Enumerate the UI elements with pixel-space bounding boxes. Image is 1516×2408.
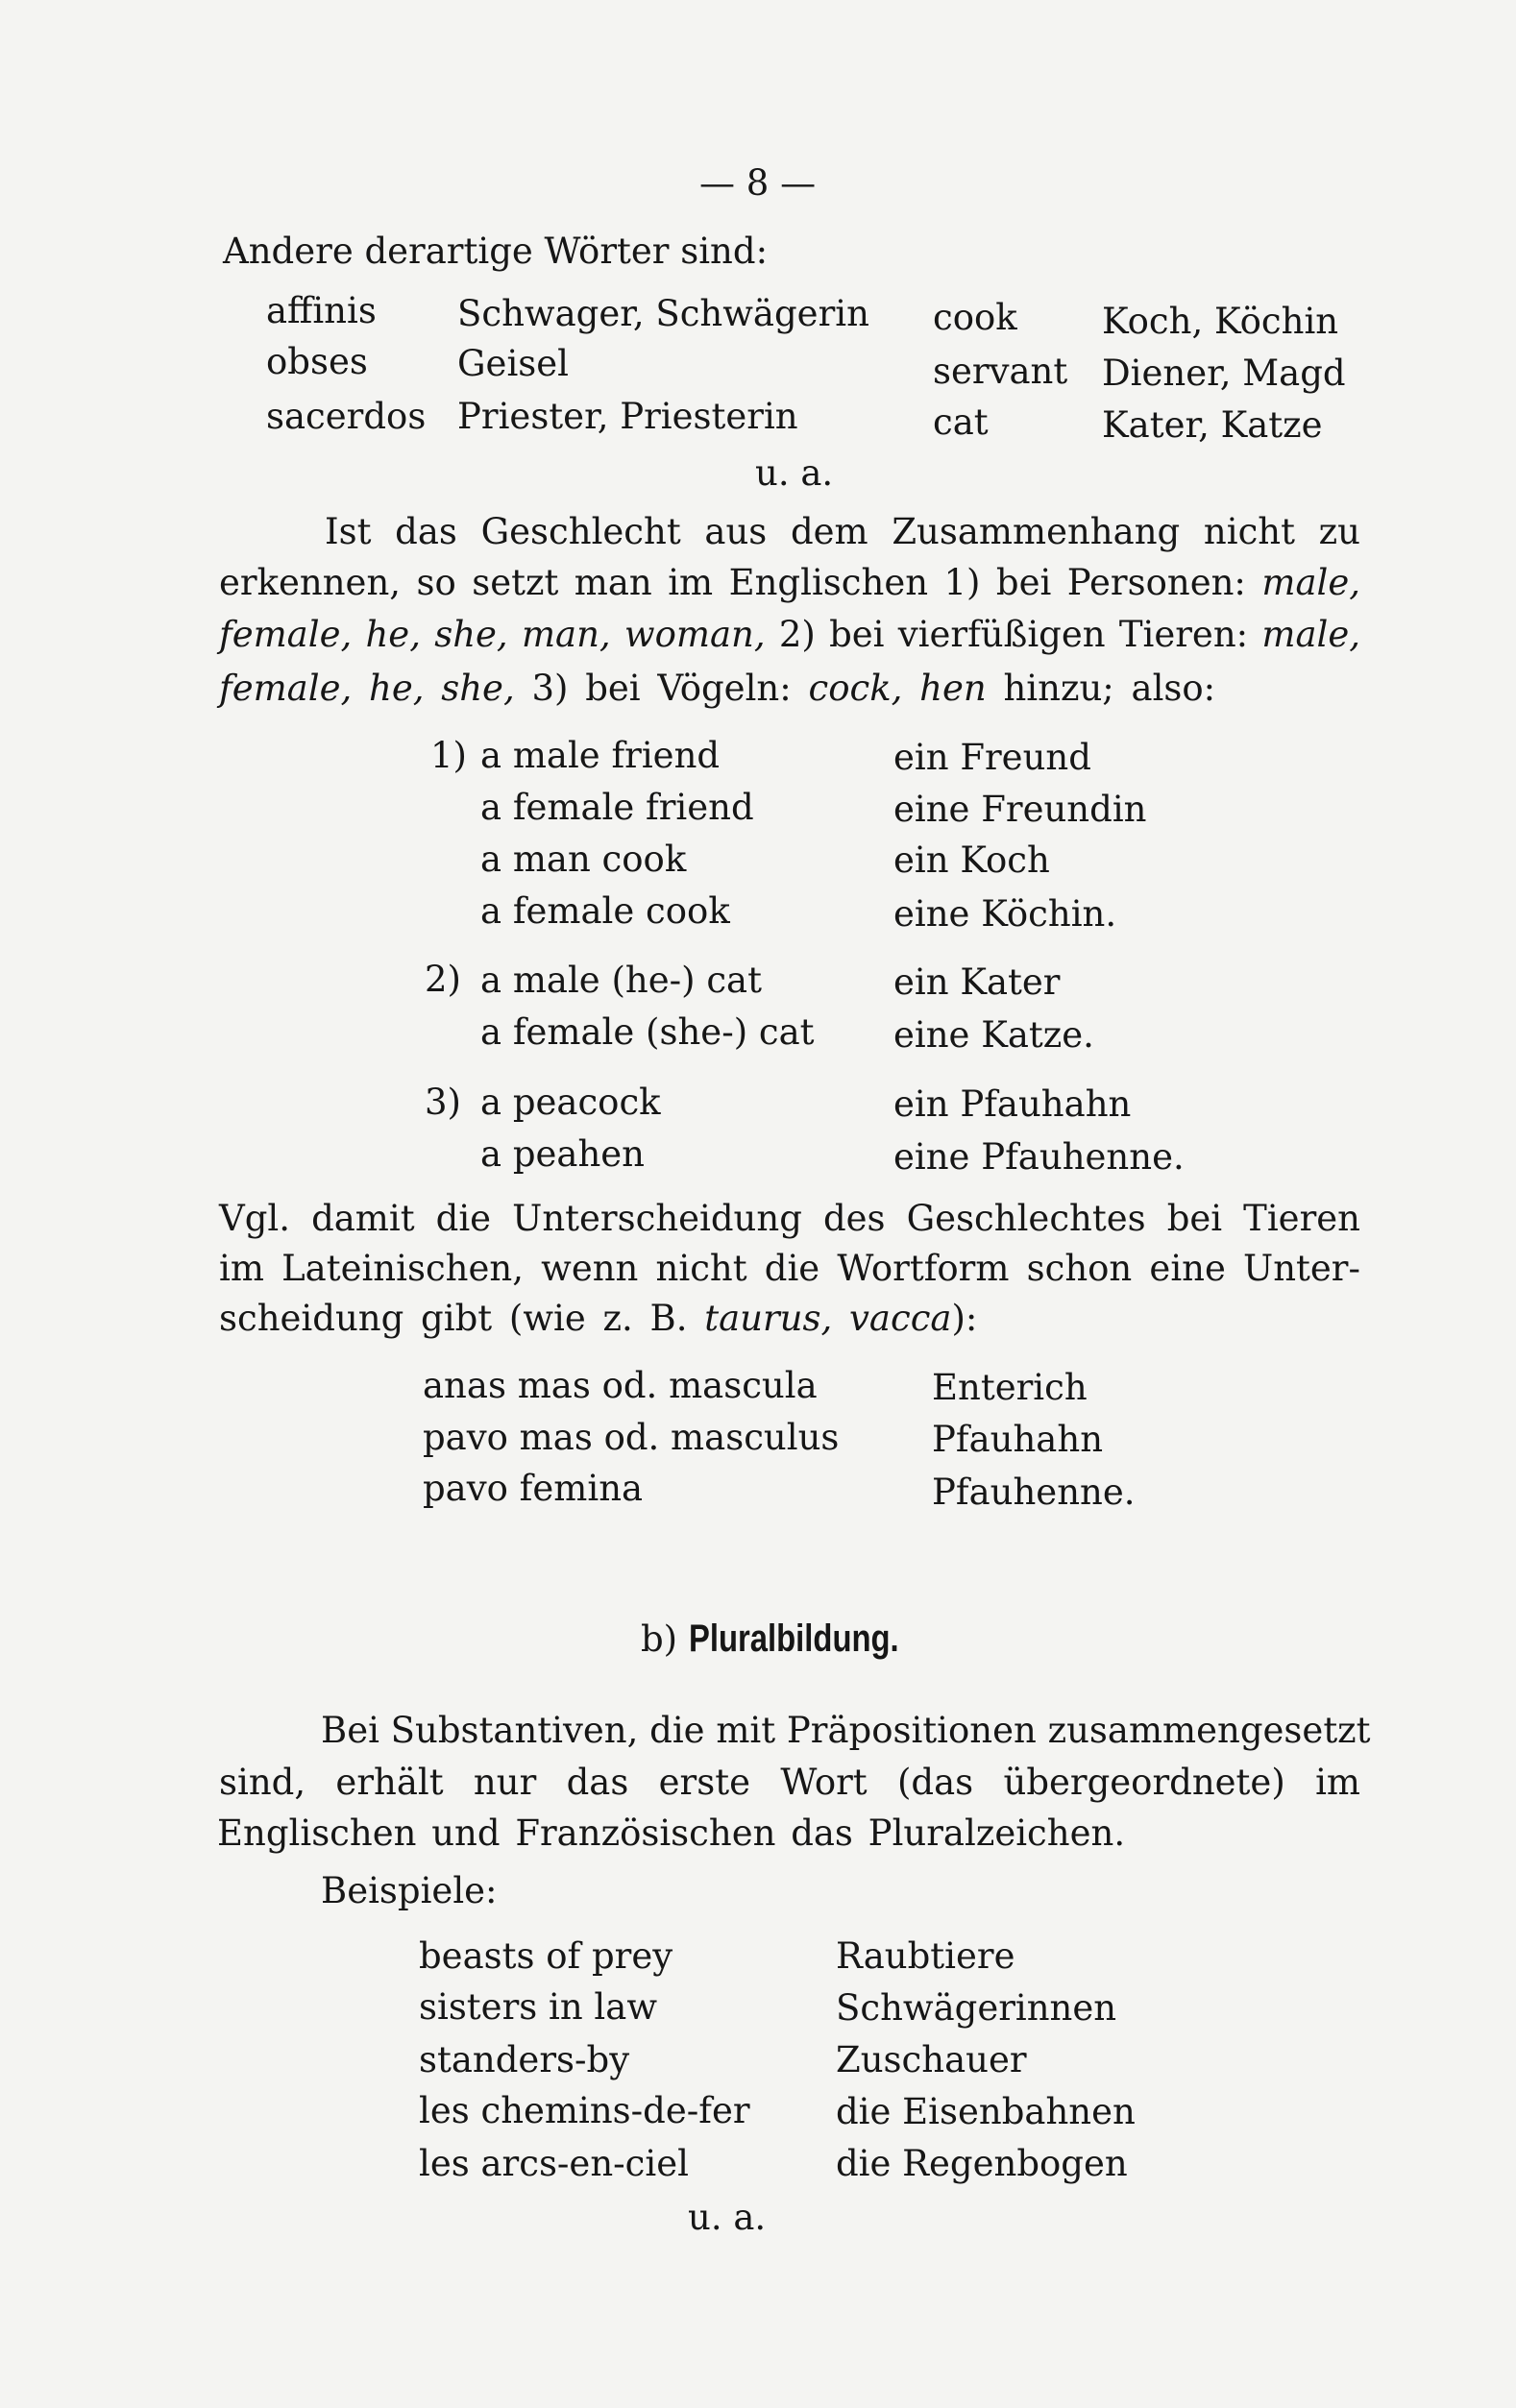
word-table-latin-de-2: Geisel xyxy=(457,343,570,384)
plural-example-2: sisters in law xyxy=(419,1986,657,2028)
example-de-2: eine Freundin xyxy=(893,789,1147,830)
latin-example-de-1: Enterich xyxy=(932,1367,1088,1408)
word-table-latin-de-3: Priester, Priesterin xyxy=(457,396,798,437)
latin-example-1: anas mas od. mascula xyxy=(423,1365,818,1406)
para3-line2: sind, erhält nur das erste Wort (das übergeordnete) im xyxy=(219,1762,1360,1803)
word-table-english-de-1: Koch, Köchin xyxy=(1102,301,1339,342)
para1-line3-italic-end: male, xyxy=(1261,614,1361,655)
example-num-1: 1) xyxy=(430,735,467,776)
para1-line1: Ist das Geschlecht aus dem Zusammenhang nicht zu xyxy=(325,511,1360,552)
word-table-latin-3: sacerdos xyxy=(266,396,427,437)
latin-example-2: pavo mas od. masculus xyxy=(423,1417,840,1458)
para3-line1: Bei Substantiven, die mit Präpositionen zusammengesetzt xyxy=(321,1710,1371,1751)
para2-line2: im Lateinischen, wenn nicht die Wortform schon eine Unter- xyxy=(219,1248,1360,1289)
plural-example-3: standers-by xyxy=(419,2039,630,2080)
ua-line-2: u. a. xyxy=(688,2197,767,2238)
latin-example-de-3: Pfauhenne. xyxy=(932,1472,1136,1513)
example-de-7: ein Pfauhahn xyxy=(893,1083,1132,1125)
example-en-2: a female friend xyxy=(480,787,754,828)
para2-line3-text: scheidung gibt (wie z. B. xyxy=(219,1298,688,1339)
para2-line3-end: ): xyxy=(951,1298,978,1339)
plural-example-1: beasts of prey xyxy=(419,1935,673,1977)
latin-example-3: pavo femina xyxy=(423,1468,644,1509)
word-table-latin-de-1: Schwager, Schwägerin xyxy=(457,293,869,334)
latin-example-de-2: Pfauhahn xyxy=(932,1419,1104,1460)
beispiele-label: Beispiele: xyxy=(321,1870,498,1911)
example-en-7: a peacock xyxy=(480,1082,661,1123)
para1-line3 xyxy=(219,614,1361,655)
para1-line2-text: erkennen, so setzt man im Englischen 1) bei Personen: xyxy=(219,562,1246,603)
para2-line1: Vgl. damit die Unterscheidung des Geschlechtes bei Tieren xyxy=(219,1198,1360,1239)
example-en-3: a man cook xyxy=(480,839,687,880)
para1-line4 xyxy=(219,668,1216,709)
para1-line3-italic: female, he, she, man, woman, xyxy=(219,614,766,655)
plural-example-de-5: die Regenbogen xyxy=(836,2143,1128,2184)
word-table-latin-2: obses xyxy=(266,341,368,382)
plural-example-de-2: Schwägerinnen xyxy=(836,1987,1117,2029)
word-table-english-3: cat xyxy=(933,401,989,443)
section-label: b) xyxy=(641,1618,678,1660)
example-num-2: 2) xyxy=(425,959,461,1000)
plural-example-de-3: Zuschauer xyxy=(836,2039,1027,2080)
word-table-english-de-3: Kater, Katze xyxy=(1102,404,1323,446)
example-de-3: ein Koch xyxy=(893,839,1050,881)
example-en-5: a male (he-) cat xyxy=(480,960,762,1001)
example-en-6: a female (she-) cat xyxy=(480,1011,815,1053)
word-table-english-1: cook xyxy=(933,297,1017,338)
para2-line3-italic: taurus, vacca xyxy=(704,1298,952,1339)
section-heading xyxy=(641,1619,945,1658)
intro-line: Andere derartige Wörter sind: xyxy=(223,231,769,272)
example-en-4: a female cook xyxy=(480,890,730,932)
para1-line2-italic: male, xyxy=(1261,562,1361,603)
word-table-english-2: servant xyxy=(933,351,1068,392)
example-num-3: 3) xyxy=(425,1082,461,1123)
word-table-english-de-2: Diener, Magd xyxy=(1102,353,1346,394)
para1-line4-end: hinzu; also: xyxy=(1003,668,1216,709)
para1-line4-italic-birds: cock, hen xyxy=(808,668,987,709)
example-de-6: eine Katze. xyxy=(893,1014,1094,1056)
plural-example-de-4: die Eisenbahnen xyxy=(836,2091,1136,2132)
example-de-5: ein Kater xyxy=(893,961,1061,1003)
section-title: Pluralbildung. xyxy=(688,1617,899,1660)
example-de-4: eine Köchin. xyxy=(893,893,1117,935)
plural-example-de-1: Raubtiere xyxy=(836,1935,1015,1977)
para1-line4-text: 3) bei Vögeln: xyxy=(531,668,792,709)
para3-line3: Englischen und Französischen das Pluralzeichen. xyxy=(217,1812,1126,1854)
ua-line-1: u. a. xyxy=(755,452,834,494)
example-en-1: a male friend xyxy=(480,735,721,776)
plural-example-5: les arcs-en-ciel xyxy=(419,2143,689,2184)
para1-line3-text: 2) bei vierfüßigen Tieren: xyxy=(778,614,1249,655)
example-en-8: a peahen xyxy=(480,1133,646,1175)
para1-line4-italic: female, he, she, xyxy=(219,668,515,709)
para2-line3 xyxy=(219,1298,978,1339)
example-de-8: eine Pfauhenne. xyxy=(893,1136,1185,1178)
word-table-latin-1: affinis xyxy=(266,290,377,331)
page-number: — 8 — xyxy=(699,162,817,204)
para1-line2 xyxy=(219,562,1361,603)
example-de-1: ein Freund xyxy=(893,737,1091,778)
plural-example-4: les chemins-de-fer xyxy=(419,2090,750,2131)
